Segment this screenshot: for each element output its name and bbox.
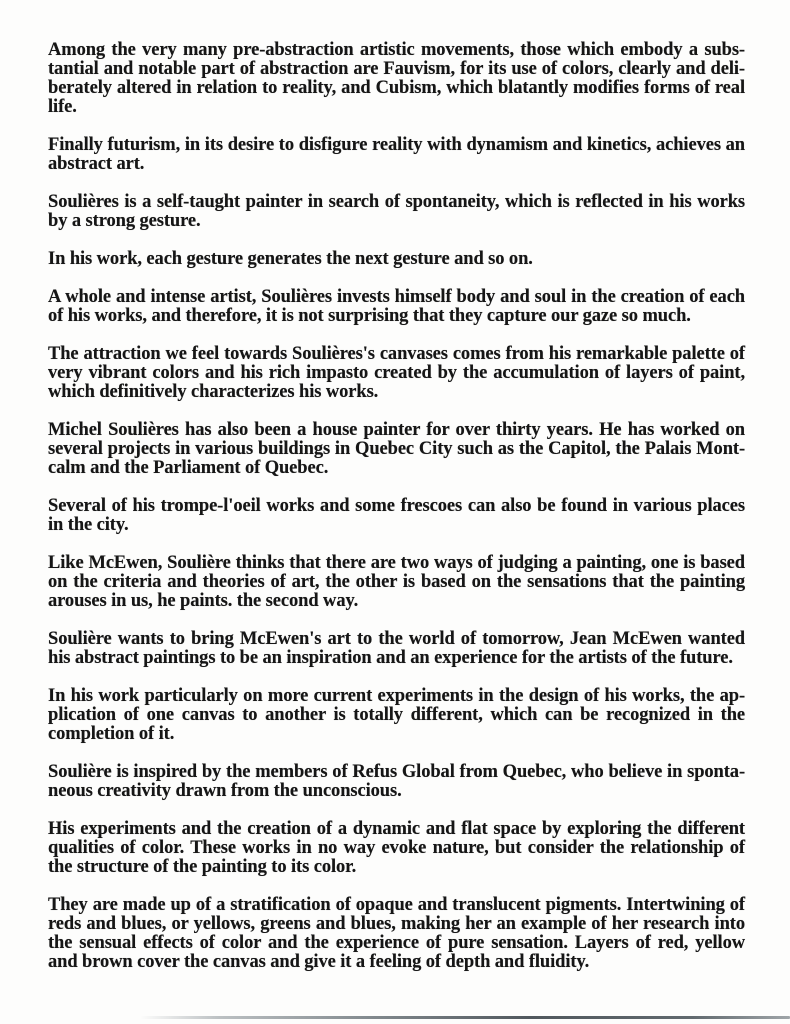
text-line: Like McEwen, Soulière thinks that there are two ways of judging a painting, one is based xyxy=(48,553,745,573)
paragraph xyxy=(48,820,745,877)
text-line: neous creativity drawn from the unconscious. xyxy=(48,781,402,801)
text-line: of his works, and therefore, it is not surprising that they capture our gaze so much. xyxy=(48,306,691,326)
paragraph xyxy=(48,630,745,668)
paragraph xyxy=(48,136,745,174)
scan-artifact-line xyxy=(140,1016,790,1019)
text-line: They are made up of a stratification of opaque and translucent pigments. Intertwining of xyxy=(48,895,745,915)
text-line: the sensual effects of color and the experience of pure sensation. Layers of red, yellow xyxy=(48,933,745,953)
text-line: Among the very many pre-abstraction artistic movements, those which embody a subs- xyxy=(48,40,745,60)
paragraph xyxy=(48,421,745,478)
text-line: in the city. xyxy=(48,515,129,535)
text-line: Finally futurism, in its desire to disfigure reality with dynamism and kinetics, achieves an xyxy=(48,135,745,155)
text-line: The attraction we feel towards Soulières's canvases comes from his remarkable palette of xyxy=(48,344,745,364)
paragraph xyxy=(48,345,745,402)
text-line: life. xyxy=(48,97,77,117)
paragraph xyxy=(48,554,745,611)
text-line: arouses in us, he paints. the second way. xyxy=(48,591,359,611)
text-line: the structure of the painting to its color. xyxy=(48,857,357,877)
text-line: Soulière is inspired by the members of Refus Global from Quebec, who believe in sponta- xyxy=(48,762,745,782)
text-line: reds and blues, or yellows, greens and blues, making her an example of her research into xyxy=(48,914,745,934)
text-line: Michel Soulières has also been a house painter for over thirty years. He has worked on xyxy=(48,420,745,440)
text-line: which definitively characterizes his works. xyxy=(48,382,379,402)
paragraph xyxy=(48,896,745,972)
text-line: very vibrant colors and his rich impasto created by the accumulation of layers of paint, xyxy=(48,363,745,383)
text-line: His experiments and the creation of a dynamic and flat space by exploring the different xyxy=(48,819,745,839)
text-block xyxy=(48,41,745,991)
paragraph xyxy=(48,763,745,801)
paragraph xyxy=(48,41,745,117)
text-line: abstract art. xyxy=(48,154,145,174)
text-line: In his work particularly on more current experiments in the design of his works, the ap- xyxy=(48,686,745,706)
text-line: In his work, each gesture generates the next gesture and so on. xyxy=(48,249,533,269)
paragraph xyxy=(48,250,745,269)
paragraph xyxy=(48,193,745,231)
text-line: and brown cover the canvas and give it a feeling of depth and fluidity. xyxy=(48,952,590,972)
text-line: Soulières is a self-taught painter in search of spontaneity, which is reflected in his works xyxy=(48,192,745,212)
text-line: completion of it. xyxy=(48,724,175,744)
text-line: tantial and notable part of abstraction are Fauvism, for its use of colors, clearly and deli- xyxy=(48,59,745,79)
text-line: his abstract paintings to be an inspiration and an experience for the artists of the future. xyxy=(48,648,733,668)
text-line: on the criteria and theories of art, the other is based on the sensations that the painting xyxy=(48,572,745,592)
text-line: calm and the Parliament of Quebec. xyxy=(48,458,329,478)
text-line: Soulière wants to bring McEwen's art to the world of tomorrow, Jean McEwen wanted xyxy=(48,629,745,649)
text-line: plication of one canvas to another is totally different, which can be recognized in the xyxy=(48,705,745,725)
text-line: berately altered in relation to reality, and Cubism, which blatantly modifies forms of real xyxy=(48,78,745,98)
paragraph xyxy=(48,288,745,326)
paragraph xyxy=(48,687,745,744)
text-line: Several of his trompe-l'oeil works and some frescoes can also be found in various places xyxy=(48,496,745,516)
paragraph xyxy=(48,497,745,535)
text-line: several projects in various buildings in Quebec City such as the Capitol, the Palais Mont- xyxy=(48,439,745,459)
text-line: by a strong gesture. xyxy=(48,211,201,231)
text-line: A whole and intense artist, Soulières invests himself body and soul in the creation of each xyxy=(48,287,745,307)
text-line: qualities of color. These works in no way evoke nature, but consider the relationship of xyxy=(48,838,745,858)
